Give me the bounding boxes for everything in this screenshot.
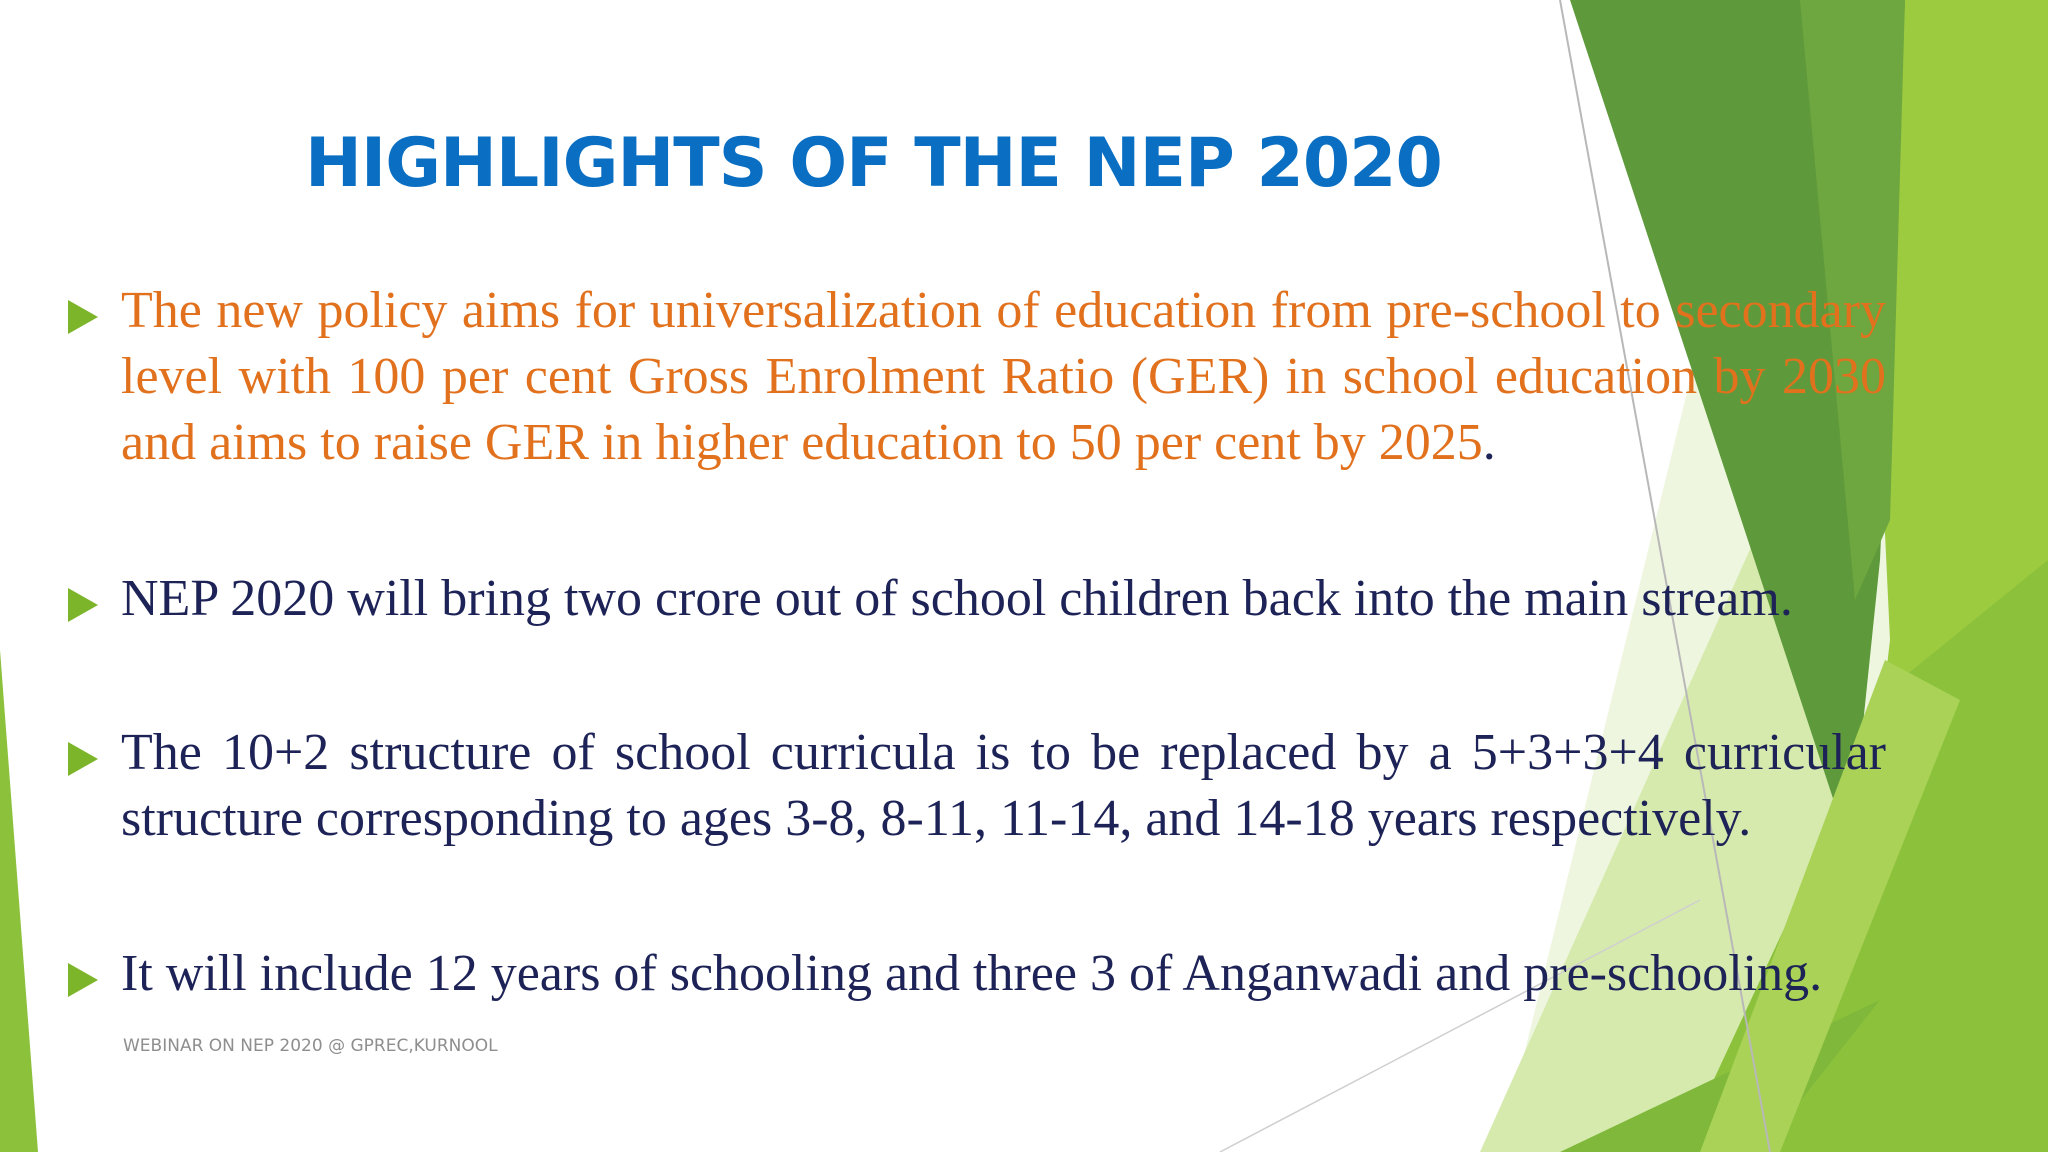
triangle-right-icon (68, 300, 98, 334)
bullet-text: The new policy aims for universalization of education from pre-school to secondary level with 100 per cent Gross Enrolment Ratio (GER) in school education by 2030 and aims to raise GER in higher education to 50 per cent by 2025. (121, 282, 1886, 471)
bullet-text: NEP 2020 will bring two crore out of school children back into the main stream. (121, 570, 1793, 627)
triangle-right-icon (68, 588, 98, 622)
slide-footer: WEBINAR ON NEP 2020 @ GPREC,KURNOOL (123, 1036, 498, 1056)
triangle-right-icon (68, 742, 98, 776)
page-title: HIGHLIGHTS OF THE NEP 2020 (305, 124, 1442, 203)
triangle-right-icon (68, 963, 98, 997)
bullet-text: It will include 12 years of schooling and three 3 of Anganwadi and pre-schooling. (121, 945, 1823, 1002)
bullet-text: The 10+2 structure of school curricula is to be replaced by a 5+3+3+4 curricular structure corresponding to ages 3-8, 8-11, 11-14, and 14-18 years respectively. (121, 724, 1886, 847)
